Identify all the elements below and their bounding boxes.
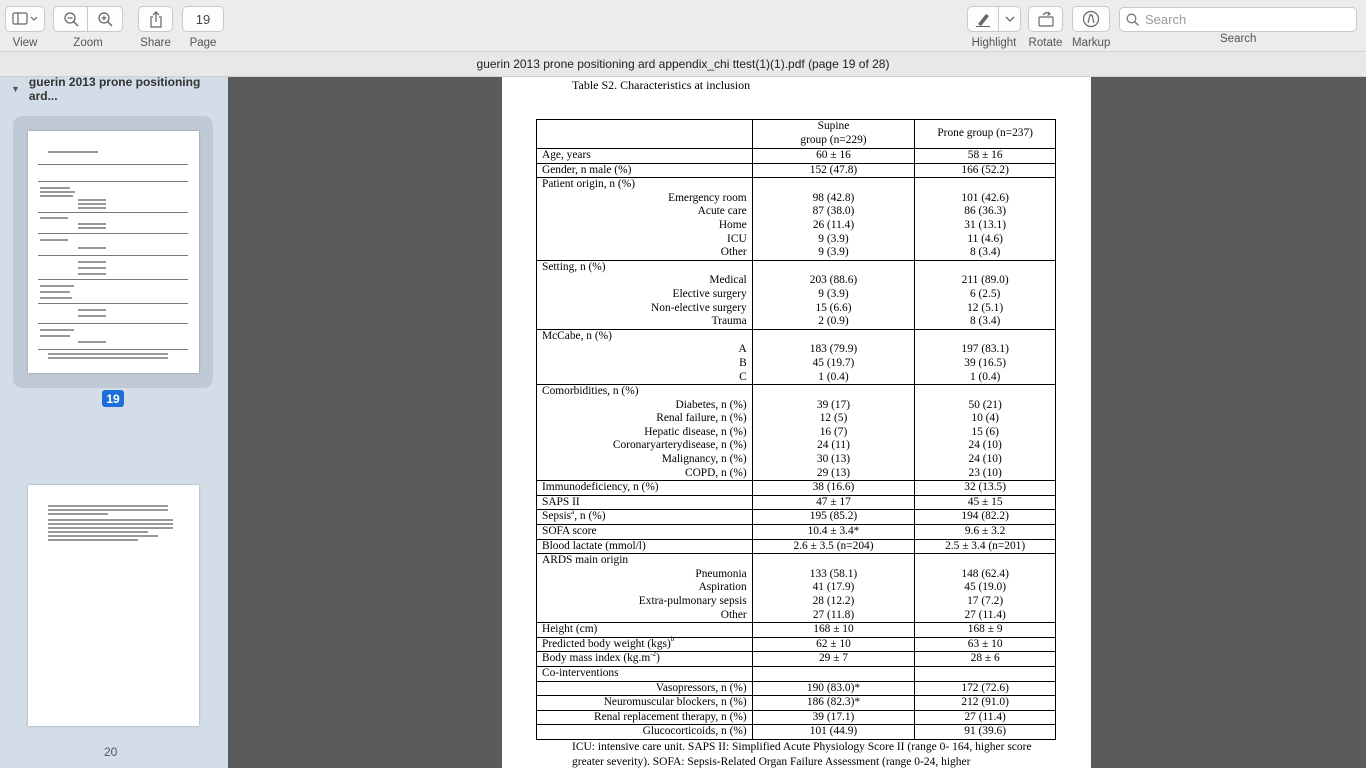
prone-value: 212 (91.0) xyxy=(915,696,1056,711)
prone-value: 9.6 ± 3.2 xyxy=(915,525,1056,540)
prone-value: 31 (13.1) xyxy=(915,219,1056,233)
supine-value: 15 (6.6) xyxy=(752,302,915,316)
prone-value: 197 (83.1) xyxy=(915,343,1056,357)
supine-value: 39 (17.1) xyxy=(752,710,915,725)
table-row xyxy=(537,510,1056,525)
view-group xyxy=(5,6,45,49)
thumbnail-page-image xyxy=(28,485,199,726)
supine-value: 186 (82.3)* xyxy=(752,696,915,711)
header-supine-line2: group (n=229) xyxy=(800,134,867,146)
table-row xyxy=(537,595,1056,609)
search-icon xyxy=(1126,13,1139,26)
thumbnail-page-image xyxy=(28,131,199,373)
row-label: Patient origin, n (%) xyxy=(537,178,753,192)
prone-value: 168 ± 9 xyxy=(915,623,1056,638)
table-row xyxy=(537,357,1056,371)
thumbnail-page-20-label: 20 xyxy=(104,745,118,759)
table-row xyxy=(537,652,1056,667)
table-row xyxy=(537,525,1056,540)
table-header-row xyxy=(537,120,1056,149)
prone-value: 166 (52.2) xyxy=(915,163,1056,178)
page-number-field[interactable] xyxy=(182,6,224,32)
highlight-button[interactable] xyxy=(967,6,999,32)
supine-value: 203 (88.6) xyxy=(752,274,915,288)
prone-value: 10 (4) xyxy=(915,412,1056,426)
prone-value: 194 (82.2) xyxy=(915,510,1056,525)
supine-value: 2.6 ± 3.5 (n=204) xyxy=(752,539,915,554)
row-label: Co-interventions xyxy=(537,666,753,681)
prone-value xyxy=(915,178,1056,192)
prone-value xyxy=(915,554,1056,568)
row-label: Elective surgery xyxy=(537,288,753,302)
supine-value: 30 (13) xyxy=(752,453,915,467)
disclosure-triangle-icon[interactable]: ▼ xyxy=(11,84,20,94)
row-label: Hepatic disease, n (%) xyxy=(537,426,753,440)
table-row xyxy=(537,439,1056,453)
supine-value xyxy=(752,260,915,274)
prone-value: 45 (19.0) xyxy=(915,581,1056,595)
prone-value: 8 (3.4) xyxy=(915,315,1056,329)
document-canvas[interactable] xyxy=(228,77,1366,768)
window-title: guerin 2013 prone positioning ard appendix_chi ttest(1)(1).pdf (page 19 of 28) xyxy=(476,57,890,71)
search-field[interactable] xyxy=(1119,7,1357,32)
row-label: Non-elective surgery xyxy=(537,302,753,316)
row-label: ICU xyxy=(537,233,753,247)
pdf-page xyxy=(502,77,1091,768)
table-row xyxy=(537,385,1056,399)
row-label: COPD, n (%) xyxy=(537,467,753,481)
table-row xyxy=(537,192,1056,206)
zoom-group xyxy=(53,6,123,49)
prone-value: 45 ± 15 xyxy=(915,495,1056,510)
header-supine-line1: Supine xyxy=(817,120,850,133)
zoom-out-icon xyxy=(63,11,79,27)
row-label: Coronaryarterydisease, n (%) xyxy=(537,439,753,453)
row-label: Trauma xyxy=(537,315,753,329)
table-row xyxy=(537,710,1056,725)
supine-value: 190 (83.0)* xyxy=(752,681,915,696)
thumbnail-page-19[interactable] xyxy=(13,116,213,388)
prone-value: 28 ± 6 xyxy=(915,652,1056,667)
supine-value: 183 (79.9) xyxy=(752,343,915,357)
row-label: A xyxy=(537,343,753,357)
supine-value: 27 (11.8) xyxy=(752,609,915,623)
prone-value xyxy=(915,666,1056,681)
prone-value: 11 (4.6) xyxy=(915,233,1056,247)
table-row xyxy=(537,481,1056,496)
supine-value: 28 (12.2) xyxy=(752,595,915,609)
supine-value: 87 (38.0) xyxy=(752,205,915,219)
table-row xyxy=(537,315,1056,329)
table-row xyxy=(537,581,1056,595)
prone-value: 15 (6) xyxy=(915,426,1056,440)
row-label: Vasopressors, n (%) xyxy=(537,681,753,696)
prone-value: 50 (21) xyxy=(915,399,1056,413)
prone-value: 17 (7.2) xyxy=(915,595,1056,609)
supine-value: 39 (17) xyxy=(752,399,915,413)
supine-value: 38 (16.6) xyxy=(752,481,915,496)
supine-value: 168 ± 10 xyxy=(752,623,915,638)
supine-value: 101 (44.9) xyxy=(752,725,915,740)
prone-value xyxy=(915,385,1056,399)
table-row xyxy=(537,539,1056,554)
prone-value: 12 (5.1) xyxy=(915,302,1056,316)
toolbar xyxy=(0,0,1366,52)
row-label: Acute care xyxy=(537,205,753,219)
table-row xyxy=(537,666,1056,681)
sidebar-document-header[interactable] xyxy=(0,77,228,101)
supine-value: 10.4 ± 3.4* xyxy=(752,525,915,540)
prone-value: 63 ± 10 xyxy=(915,637,1056,652)
table-row xyxy=(537,233,1056,247)
highlighter-icon xyxy=(975,11,991,27)
prone-value xyxy=(915,329,1056,343)
row-label: Malignancy, n (%) xyxy=(537,453,753,467)
view-menu-button[interactable] xyxy=(5,6,45,32)
row-label: Comorbidities, n (%) xyxy=(537,385,753,399)
thumbnail-sidebar xyxy=(0,77,228,768)
row-label: Other xyxy=(537,246,753,260)
table-footnote: ICU: intensive care unit. SAPS II: Simplified Acute Physiology Score II (range 0- 164, higher score greater severity). SOFA: Sepsis-Related Organ Failure Assessment (range 0-24, higher xyxy=(572,741,1032,768)
share-group xyxy=(138,6,173,49)
row-label: Predicted body weight (kgs)$^b$ xyxy=(537,637,753,652)
table-row xyxy=(537,246,1056,260)
table-row xyxy=(537,681,1056,696)
header-prone: Prone group (n=237) xyxy=(915,120,1056,149)
supine-value: 16 (7) xyxy=(752,426,915,440)
prone-value: 6 (2.5) xyxy=(915,288,1056,302)
share-button[interactable] xyxy=(138,6,173,32)
thumbnail-page-19-label: 19 xyxy=(102,390,124,407)
supine-value: 24 (11) xyxy=(752,439,915,453)
rotate-icon xyxy=(1037,11,1055,27)
table-row xyxy=(537,426,1056,440)
row-label: Body mass index $(kg.m^{-2})$ xyxy=(537,652,753,667)
supine-value: 152 (47.8) xyxy=(752,163,915,178)
supine-value xyxy=(752,385,915,399)
search-label: Search xyxy=(1220,33,1257,45)
table-row xyxy=(537,288,1056,302)
row-label: Diabetes, n (%) xyxy=(537,399,753,413)
row-label: Medical xyxy=(537,274,753,288)
supine-value xyxy=(752,329,915,343)
row-label: B xyxy=(537,357,753,371)
zoom-out-button[interactable] xyxy=(53,6,88,32)
table-row xyxy=(537,149,1056,164)
rotate-button[interactable] xyxy=(1028,6,1063,32)
supine-value: 1 (0.4) xyxy=(752,371,915,385)
prone-value: 1 (0.4) xyxy=(915,371,1056,385)
prone-value: 101 (42.6) xyxy=(915,192,1056,206)
row-label: SAPS II xyxy=(537,495,753,510)
supine-value xyxy=(752,666,915,681)
supine-value xyxy=(752,178,915,192)
row-label: Extra-pulmonary sepsis xyxy=(537,595,753,609)
table-row xyxy=(537,412,1056,426)
row-label: Aspiration xyxy=(537,581,753,595)
row-label: Home xyxy=(537,219,753,233)
supine-value: 26 (11.4) xyxy=(752,219,915,233)
row-label: Immunodeficiency, n (%) xyxy=(537,481,753,496)
prone-value: 27 (11.4) xyxy=(915,609,1056,623)
prone-value: 2.5 ± 3.4 (n=201) xyxy=(915,539,1056,554)
markup-pen-icon xyxy=(1082,10,1100,28)
supine-value: 12 (5) xyxy=(752,412,915,426)
table-row xyxy=(537,467,1056,481)
row-label: Renal replacement therapy, n (%) xyxy=(537,710,753,725)
table-row xyxy=(537,568,1056,582)
prone-value: 58 ± 16 xyxy=(915,149,1056,164)
table-row xyxy=(537,609,1056,623)
table-row xyxy=(537,219,1056,233)
page-label: Page xyxy=(189,37,217,49)
header-supine xyxy=(752,120,915,149)
table-row xyxy=(537,274,1056,288)
highlight-options-button[interactable] xyxy=(999,6,1021,32)
markup-group xyxy=(1072,6,1110,49)
view-label: View xyxy=(12,37,38,49)
table-row xyxy=(537,453,1056,467)
table-row xyxy=(537,371,1056,385)
supine-value: 47 ± 17 xyxy=(752,495,915,510)
prone-value: 211 (89.0) xyxy=(915,274,1056,288)
highlight-group xyxy=(967,6,1021,49)
table-row xyxy=(537,495,1056,510)
supine-value: 29 (13) xyxy=(752,467,915,481)
zoom-label: Zoom xyxy=(73,37,103,49)
supine-value: 9 (3.9) xyxy=(752,233,915,247)
supine-value: 98 (42.8) xyxy=(752,192,915,206)
table-row xyxy=(537,260,1056,274)
row-label: McCabe, n (%) xyxy=(537,329,753,343)
row-label: ARDS main origin xyxy=(537,554,753,568)
row-label: Neuromuscular blockers, n (%) xyxy=(537,696,753,711)
header-empty-cell xyxy=(537,120,753,149)
markup-button[interactable] xyxy=(1072,6,1110,32)
table-row xyxy=(537,178,1056,192)
prone-value: 86 (36.3) xyxy=(915,205,1056,219)
prone-value: 24 (10) xyxy=(915,453,1056,467)
table-row xyxy=(537,302,1056,316)
table-caption: Table S2. Characteristics at inclusion xyxy=(572,78,751,92)
sidebar-icon xyxy=(12,12,38,26)
page-group xyxy=(182,6,224,49)
prone-value: 172 (72.6) xyxy=(915,681,1056,696)
row-label: C xyxy=(537,371,753,385)
rotate-label: Rotate xyxy=(1028,37,1063,49)
row-label: Height (cm) xyxy=(537,623,753,638)
supine-value: 9 (3.9) xyxy=(752,246,915,260)
prone-value: 8 (3.4) xyxy=(915,246,1056,260)
row-label: Sepsis$^a$, n (%) xyxy=(537,510,753,525)
highlight-label: Highlight xyxy=(971,37,1017,49)
prone-value: 32 (13.5) xyxy=(915,481,1056,496)
rotate-group xyxy=(1028,6,1063,49)
table-row xyxy=(537,696,1056,711)
prone-value xyxy=(915,260,1056,274)
search-input[interactable] xyxy=(1145,12,1345,27)
row-label: Pneumonia xyxy=(537,568,753,582)
supine-value: 62 ± 10 xyxy=(752,637,915,652)
markup-label: Markup xyxy=(1072,37,1111,49)
page-number-value: 19 xyxy=(195,11,211,27)
row-label: Renal failure, n (%) xyxy=(537,412,753,426)
table-row xyxy=(537,329,1056,343)
prone-value: 39 (16.5) xyxy=(915,357,1056,371)
supine-value xyxy=(752,554,915,568)
prone-value: 27 (11.4) xyxy=(915,710,1056,725)
table-row xyxy=(537,163,1056,178)
supine-value: 41 (17.9) xyxy=(752,581,915,595)
supine-value: 2 (0.9) xyxy=(752,315,915,329)
sidebar-document-name: guerin 2013 prone positioning ard... xyxy=(28,77,201,103)
table-row xyxy=(537,399,1056,413)
table-row xyxy=(537,623,1056,638)
supine-value: 45 (19.7) xyxy=(752,357,915,371)
zoom-in-icon xyxy=(97,11,113,27)
row-label: Age, years xyxy=(537,149,753,164)
prone-value: 91 (39.6) xyxy=(915,725,1056,740)
supine-value: 29 ± 7 xyxy=(752,652,915,667)
share-icon xyxy=(149,11,163,28)
table-row xyxy=(537,343,1056,357)
row-label: Blood lactate (mmol/l) xyxy=(537,539,753,554)
chevron-down-icon xyxy=(1005,15,1015,23)
title-bar xyxy=(0,52,1366,77)
row-label: SOFA score xyxy=(537,525,753,540)
supine-value: 60 ± 16 xyxy=(752,149,915,164)
table-row xyxy=(537,637,1056,652)
share-label: Share xyxy=(140,37,171,49)
table-row xyxy=(537,205,1056,219)
row-label: Setting, n (%) xyxy=(537,260,753,274)
row-label: Gender, n male (%) xyxy=(537,163,753,178)
row-label: Emergency room xyxy=(537,192,753,206)
prone-value: 148 (62.4) xyxy=(915,568,1056,582)
prone-value: 23 (10) xyxy=(915,467,1056,481)
supine-value: 9 (3.9) xyxy=(752,288,915,302)
supine-value: 133 (58.1) xyxy=(752,568,915,582)
prone-value: 24 (10) xyxy=(915,439,1056,453)
row-label: Other xyxy=(537,609,753,623)
table-row xyxy=(537,725,1056,740)
row-label: Glucocorticoids, n (%) xyxy=(537,725,753,740)
characteristics-table xyxy=(536,119,1056,740)
supine-value: 195 (85.2) xyxy=(752,510,915,525)
table-row xyxy=(537,554,1056,568)
thumbnail-page-20[interactable] xyxy=(13,485,213,728)
zoom-in-button[interactable] xyxy=(88,6,123,32)
